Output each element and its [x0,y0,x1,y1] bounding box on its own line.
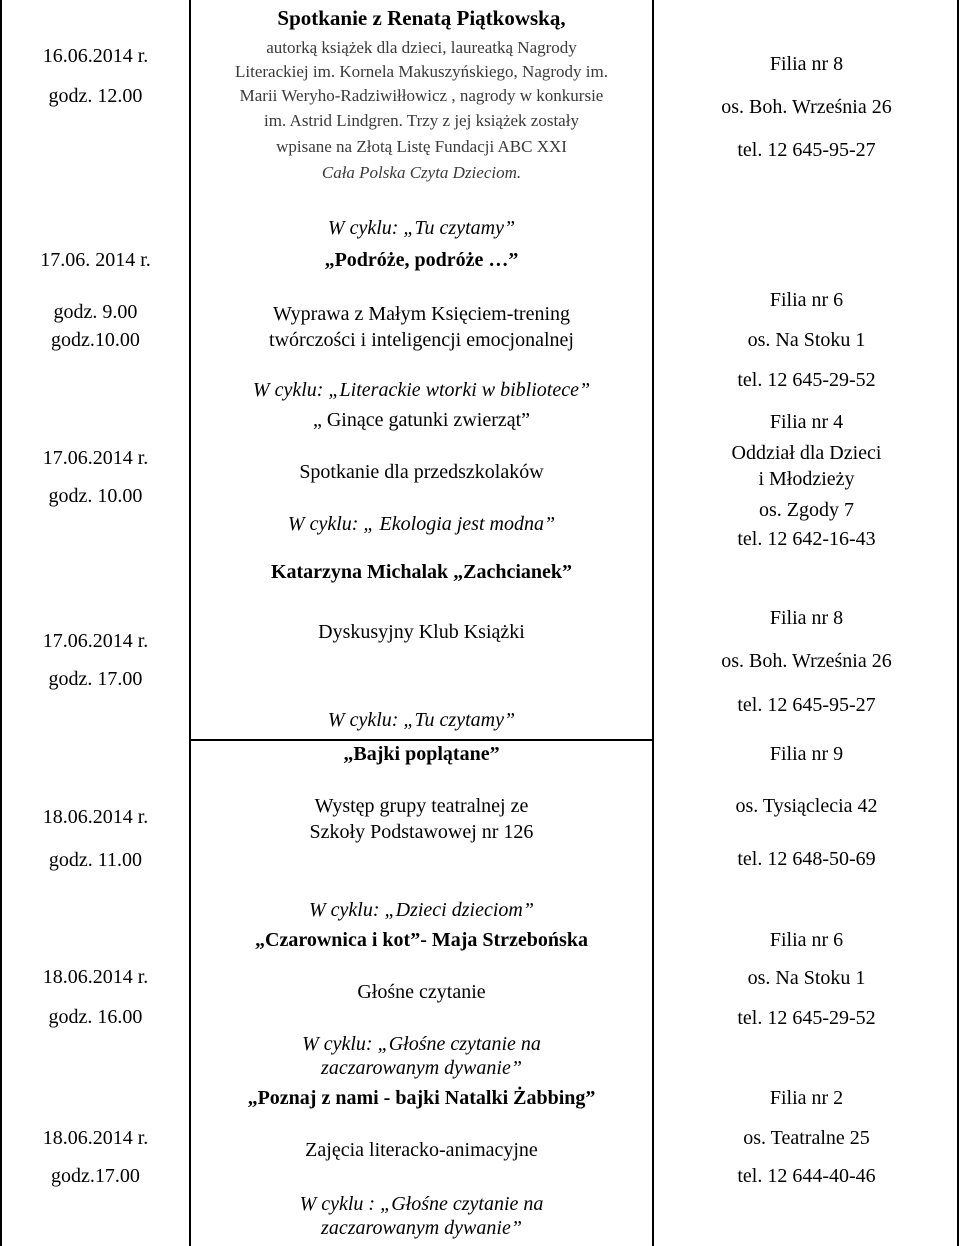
event-cycle: W cyklu: „Tu czytamy” [327,709,516,731]
event-date: 17.06.2014 r. [42,447,149,469]
event-title: „Podróże, podróże …” [324,249,519,271]
event-description-line: wpisane na Złotą Listę Fundacji ABC XXI [276,137,567,156]
event-cycle: W cyklu : „Głośne czytanie na [299,1193,544,1215]
venue-address: os. Tysiąclecia 42 [735,795,878,817]
venue-phone: tel. 12 645-95-27 [737,694,876,716]
venue-address: os. Boh. Września 26 [721,650,892,672]
venue-address: os. Zgody 7 [759,499,854,521]
event-description-line: Wyprawa z Małym Księciem-trening [272,303,571,325]
event-description-line: Marii Weryho-Radziwiłłowicz , nagrody w konkursie [239,86,604,105]
venue-department: i Młodzieży [758,468,855,490]
event-time: godz.17.00 [51,1165,140,1187]
event-description: Dyskusyjny Klub Książki [318,621,525,643]
event-description-line: Szkoły Podstawowej nr 126 [309,821,534,843]
event-cycle: W cyklu: „Głośne czytanie na [302,1033,541,1055]
row-divider [189,739,654,741]
venue-branch: Filia nr 4 [769,411,844,433]
event-time: godz. 10.00 [48,485,143,507]
event-title: „Bajki poplątane” [343,743,500,765]
event-time: godz. 12.00 [48,85,143,107]
event-description-line: im. Astrid Lindgren. Trzy z jej książek zostały [264,111,579,130]
event-time: godz. 11.00 [48,849,143,871]
event-cycle: W cyklu: „Tu czytamy” [327,217,516,239]
venue-address: os. Teatralne 25 [743,1127,870,1149]
event-date: 18.06.2014 r. [42,966,149,988]
event-time: godz. 9.00 [53,301,138,323]
venue-branch: Filia nr 8 [769,607,844,629]
event-cycle: W cyklu: „ Ekologia jest modna” [287,513,556,535]
venue-phone: tel. 12 645-29-52 [737,369,876,391]
event-title: Katarzyna Michalak „Zachcianek” [270,561,573,583]
event-description-line: twórczości i inteligencji emocjonalnej [269,329,574,351]
event-title: „Czarownica i kot”- Maja Strzebońska [255,929,588,951]
event-cycle: W cyklu: „Literackie wtorki w bibliotece” [252,379,591,401]
table-border-left [0,0,2,1246]
event-description: Głośne czytanie [357,981,486,1003]
event-description: Zajęcia literacko-animacyjne [305,1139,538,1161]
event-date: 16.06.2014 r. [42,45,149,67]
event-title: „ Ginące gatunki zwierząt” [312,409,531,431]
event-date: 17.06. 2014 r. [40,249,151,271]
event-time: godz. 17.00 [48,668,143,690]
venue-branch: Filia nr 8 [769,53,844,75]
event-cycle: W cyklu: „Dzieci dzieciom” [309,899,534,921]
venue-phone: tel. 12 645-95-27 [737,139,876,161]
event-time: godz. 16.00 [48,1006,143,1028]
event-description-line: Występ grupy teatralnej ze [314,795,529,817]
venue-phone: tel. 12 642-16-43 [737,528,876,550]
venue-phone: tel. 12 648-50-69 [737,848,876,870]
event-date: 18.06.2014 r. [42,1127,149,1149]
event-date: 18.06.2014 r. [42,806,149,828]
venue-branch: Filia nr 9 [769,743,844,765]
event-cycle: zaczarowanym dywanie” [321,1217,522,1239]
event-description-line: Literackiej im. Kornela Makuszyńskiego, Nagrody im. [235,62,608,81]
event-time: godz.10.00 [51,329,140,351]
venue-phone: tel. 12 644-40-46 [737,1165,876,1187]
venue-phone: tel. 12 645-29-52 [737,1007,876,1029]
venue-department: Oddział dla Dzieci [731,442,882,464]
venue-address: os. Boh. Września 26 [721,96,892,118]
event-description-line: Cała Polska Czyta Dzieciom. [321,163,522,182]
event-description: Spotkanie dla przedszkolaków [299,461,544,483]
event-description-line: autorką książek dla dzieci, laureatką Nagrody [266,38,577,57]
venue-branch: Filia nr 2 [769,1087,844,1109]
venue-branch: Filia nr 6 [769,929,844,951]
event-title: Spotkanie z Renatą Piątkowską, [277,6,566,30]
event-date: 17.06.2014 r. [42,630,149,652]
venue-address: os. Na Stoku 1 [747,967,866,989]
venue-branch: Filia nr 6 [769,289,844,311]
event-cycle: zaczarowanym dywanie” [321,1057,522,1079]
event-title: „Poznaj z nami - bajki Natalki Żabbing” [247,1087,596,1109]
venue-address: os. Na Stoku 1 [747,329,866,351]
